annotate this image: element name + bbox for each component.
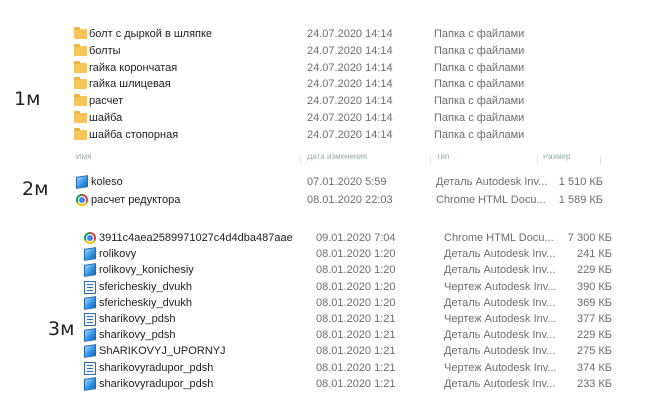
table-row[interactable] — [0, 311, 666, 327]
file-date: 24.07.2020 14:14 — [307, 128, 393, 141]
file-name: гайка шлицевая — [89, 78, 171, 91]
file-size: 1 589 КБ — [558, 194, 603, 206]
annotation-1m: 1м — [14, 88, 41, 110]
file-date: 08.01.2020 1:20 — [316, 248, 396, 261]
file-date: 24.07.2020 14:14 — [307, 28, 393, 40]
file-date: 07.01.2020 5:59 — [307, 176, 387, 188]
file-type: Папка с файлами — [434, 128, 525, 141]
file-type: Деталь Autodesk Inv... — [444, 329, 556, 342]
drawing-icon — [84, 281, 96, 294]
file-name: 3911c4aea2589971027c4d4dba487aae — [99, 232, 293, 244]
column-header-date[interactable]: Дата изменения — [307, 154, 368, 161]
table-row[interactable] — [0, 230, 666, 246]
drawing-icon — [84, 313, 96, 326]
file-size: 374 КБ — [576, 361, 612, 374]
file-size: 233 КБ — [576, 377, 612, 390]
file-date: 08.01.2020 1:21 — [316, 329, 396, 342]
file-name: sfericheskiy_dvukh — [99, 296, 192, 309]
file-name: болт с дыркой в шляпке — [89, 28, 213, 40]
file-size: 1 510 КБ — [558, 176, 603, 188]
file-type: Папка с файлами — [434, 61, 525, 74]
table-row[interactable] — [0, 246, 666, 262]
file-type: Папка с файлами — [434, 78, 525, 91]
file-type: Папка с файлами — [434, 95, 525, 108]
file-type: Деталь Autodesk Inv... — [444, 264, 556, 277]
part-icon — [84, 247, 96, 261]
file-date: 08.01.2020 1:20 — [316, 296, 396, 309]
table-row[interactable] — [0, 343, 666, 359]
file-size: 229 КБ — [576, 264, 612, 277]
file-size: 390 КБ — [576, 280, 612, 293]
file-name: sfericheskiy_dvukh — [99, 280, 192, 293]
file-date: 24.07.2020 14:14 — [307, 61, 393, 74]
file-type: Папка с файлами — [434, 112, 525, 124]
file-type: Папка с файлами — [434, 44, 525, 57]
file-size: 377 КБ — [576, 313, 612, 325]
file-name: sharikovy_pdsh — [99, 329, 176, 342]
file-date: 08.01.2020 1:21 — [316, 361, 396, 374]
file-date: 09.01.2020 7:04 — [316, 232, 396, 244]
part-icon — [84, 328, 96, 342]
file-name: sharikovyradupor_pdsh — [99, 377, 214, 390]
file-type: Папка с файлами — [434, 28, 525, 40]
file-date: 08.01.2020 1:21 — [316, 345, 396, 358]
table-row[interactable] — [0, 262, 666, 278]
annotation-3m: 3м — [48, 318, 75, 340]
file-name: rolikovy — [99, 248, 137, 261]
file-name: гайка корончатая — [89, 61, 178, 74]
file-date: 08.01.2020 1:20 — [316, 264, 396, 277]
table-row[interactable] — [0, 360, 666, 376]
column-header-name[interactable]: Имя — [76, 154, 92, 161]
file-name: ShARIKOVYJ_UPORNYJ — [99, 345, 226, 358]
file-date: 08.01.2020 1:21 — [316, 377, 396, 390]
file-date: 24.07.2020 14:14 — [307, 78, 393, 91]
file-date: 08.01.2020 22:03 — [307, 194, 393, 206]
file-name: sharikovy_pdsh — [99, 313, 176, 325]
column-header-type[interactable]: Тип — [436, 154, 450, 161]
chrome-icon — [84, 232, 96, 244]
file-type: Чертеж Autodesk Inv... — [444, 280, 557, 293]
file-name: koleso — [91, 176, 123, 188]
file-size: 229 КБ — [576, 329, 612, 342]
table-row[interactable] — [0, 327, 666, 343]
table-row[interactable] — [0, 295, 666, 311]
file-date: 24.07.2020 14:14 — [307, 112, 393, 124]
file-date: 24.07.2020 14:14 — [307, 95, 393, 108]
file-date: 24.07.2020 14:14 — [307, 44, 393, 57]
file-name: болты — [89, 44, 121, 57]
file-name: шайба стопорная — [89, 128, 179, 141]
file-type: Деталь Autodesk Inv... — [444, 345, 556, 358]
part-icon — [84, 345, 96, 359]
file-type: Chrome HTML Docu... — [436, 194, 546, 206]
file-date: 08.01.2020 1:21 — [316, 313, 396, 325]
file-date: 08.01.2020 1:20 — [316, 280, 396, 293]
column-header-size[interactable]: Размер — [543, 154, 571, 161]
file-type: Chrome HTML Docu... — [444, 232, 554, 244]
part-icon — [84, 296, 96, 310]
file-type: Чертеж Autodesk Inv... — [444, 313, 557, 325]
file-size: 275 КБ — [576, 345, 612, 358]
table-row[interactable] — [0, 376, 666, 392]
file-name: расчет редуктора — [91, 194, 181, 206]
file-size: 241 КБ — [576, 248, 612, 261]
file-size: 369 КБ — [576, 296, 612, 309]
table-row[interactable] — [0, 279, 666, 295]
drawing-icon — [84, 362, 96, 375]
file-type: Деталь Autodesk Inv... — [444, 296, 556, 309]
part-icon — [84, 264, 96, 278]
file-type: Чертеж Autodesk Inv... — [444, 361, 557, 374]
part-icon — [84, 377, 96, 391]
file-name: расчет — [89, 95, 124, 108]
file-size: 7 300 КБ — [567, 232, 612, 244]
file-name: rolikovy_konichesiy — [99, 264, 194, 277]
file-name: шайба — [89, 112, 123, 124]
file-type: Деталь Autodesk Inv... — [444, 248, 556, 261]
file-name: sharikovyradupor_pdsh — [99, 361, 214, 374]
file-type: Деталь Autodesk Inv... — [444, 377, 556, 390]
annotation-2m: 2м — [22, 178, 49, 200]
file-type: Деталь Autodesk Inv... — [436, 176, 548, 188]
